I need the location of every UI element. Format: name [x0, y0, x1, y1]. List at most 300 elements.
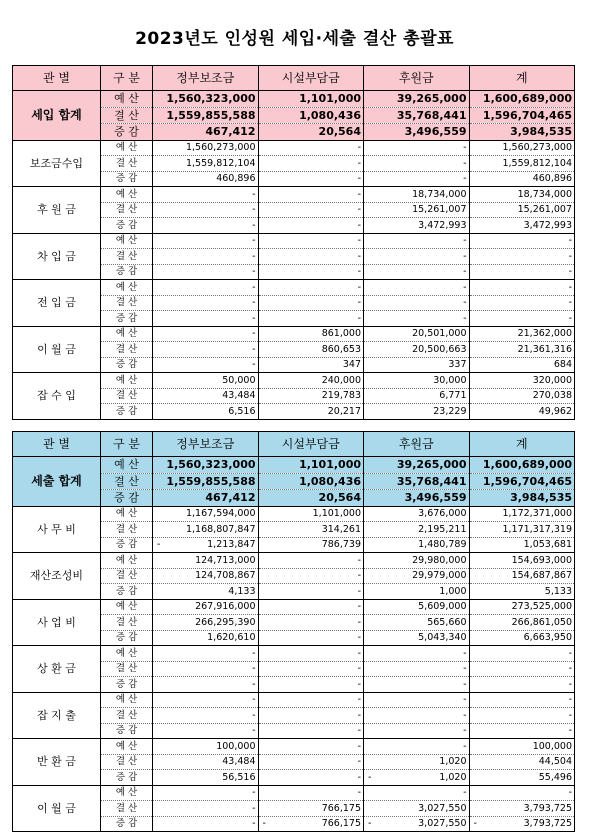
cell-value: -	[252, 818, 256, 830]
cell-gov-subsidy	[153, 295, 259, 311]
header-donation: 후원금	[364, 432, 470, 457]
table-row	[13, 692, 575, 708]
cell-value: -	[252, 802, 256, 814]
row-type-label: 증 감	[101, 124, 153, 141]
cell-gov-subsidy	[153, 171, 259, 187]
cell-value: 6,771	[439, 390, 467, 402]
row-type-label: 결 산	[101, 661, 153, 677]
cell-value: 3,472,993	[523, 219, 572, 231]
cell-value: -	[357, 740, 361, 752]
cell-sum	[469, 264, 575, 280]
cell-value: 3,027,550	[418, 802, 467, 814]
cell-donation	[364, 373, 470, 389]
cell-value: -	[357, 157, 361, 169]
row-type-label: 증 감	[101, 218, 153, 234]
cell-sum	[469, 615, 575, 631]
cell-value: 786,739	[321, 539, 361, 551]
cell-value: 1,559,855,588	[166, 474, 256, 488]
cell-value: 266,295,390	[195, 616, 256, 628]
row-type-label: 결 산	[101, 202, 153, 218]
row-type-label: 결 산	[101, 342, 153, 358]
cell-donation	[364, 553, 470, 569]
row-type-label: 예 산	[101, 91, 153, 108]
cell-value: -	[252, 343, 256, 355]
cell-donation	[364, 107, 470, 124]
row-type-label: 증 감	[101, 630, 153, 646]
cell-value: -	[357, 694, 361, 706]
cell-sum	[469, 646, 575, 662]
cell-value: 21,362,000	[517, 328, 572, 340]
cell-gov-subsidy	[153, 599, 259, 615]
cell-donation	[364, 661, 470, 677]
cell-value: 467,412	[205, 125, 256, 139]
cell-value: 766,175	[321, 818, 361, 830]
cell-sum	[469, 140, 575, 156]
cell-value: -	[357, 725, 361, 737]
cell-value: -	[463, 266, 467, 278]
cell-value: -	[568, 250, 572, 262]
cell-value: -	[357, 219, 361, 231]
cell-donation	[364, 584, 470, 600]
category-label: 차 입 금	[13, 233, 101, 280]
cell-value: 21,361,316	[517, 343, 572, 355]
cell-donation	[364, 677, 470, 693]
cell-value: -	[568, 297, 572, 309]
cell-donation	[364, 342, 470, 358]
cell-value: -	[357, 756, 361, 768]
cell-gov-subsidy	[153, 388, 259, 404]
cell-value: 1,167,594,000	[185, 508, 256, 520]
cell-value: 1,080,436	[299, 108, 361, 122]
cell-facility-fee	[258, 140, 364, 156]
cell-value: 44,504	[538, 756, 572, 768]
row-type-label: 예 산	[101, 187, 153, 203]
table-row	[13, 140, 575, 156]
cell-sum	[469, 801, 575, 817]
cell-donation	[364, 326, 470, 342]
cell-value: 29,979,000	[412, 570, 467, 582]
cell-gov-subsidy	[153, 723, 259, 739]
category-label: 반 환 금	[13, 739, 101, 786]
cell-gov-subsidy	[153, 202, 259, 218]
row-type-label: 증 감	[101, 677, 153, 693]
cell-donation	[364, 404, 470, 420]
cell-facility-fee	[258, 522, 364, 538]
cell-value: -	[463, 312, 467, 324]
row-type-label: 예 산	[101, 785, 153, 801]
cell-facility-fee	[258, 295, 364, 311]
cell-value: 270,038	[532, 390, 572, 402]
cell-donation	[364, 280, 470, 296]
cell-facility-fee	[258, 107, 364, 124]
cell-donation	[364, 388, 470, 404]
category-label: 이 월 금	[13, 326, 101, 373]
cell-value: 565,660	[427, 616, 467, 628]
cell-facility-fee	[258, 404, 364, 420]
cell-value: -	[357, 554, 361, 566]
cell-facility-fee	[258, 708, 364, 724]
category-label: 사 무 비	[13, 506, 101, 553]
cell-value: 684	[553, 359, 572, 371]
cell-value: 267,916,000	[195, 601, 256, 613]
cell-facility-fee	[258, 785, 364, 801]
cell-facility-fee	[258, 91, 364, 108]
cell-sum	[469, 187, 575, 203]
row-type-label: 예 산	[101, 280, 153, 296]
cell-value: -	[463, 678, 467, 690]
cell-value: -	[252, 204, 256, 216]
cell-facility-fee	[258, 280, 364, 296]
cell-value: 219,783	[321, 390, 361, 402]
cell-value: 6,663,950	[523, 632, 572, 644]
header-gov-subsidy: 정부보조금	[153, 66, 259, 91]
cell-facility-fee	[258, 311, 364, 327]
negative-sign: -	[473, 818, 477, 830]
cell-value: 43,484	[222, 390, 256, 402]
row-type-label: 증 감	[101, 537, 153, 553]
header-type: 구 분	[101, 66, 153, 91]
cell-gov-subsidy	[153, 661, 259, 677]
row-type-label: 예 산	[101, 646, 153, 662]
cell-value: 3,027,550	[418, 818, 467, 830]
cell-value: 1,560,323,000	[166, 92, 256, 106]
cell-donation	[364, 171, 470, 187]
cell-value: 1,480,789	[418, 539, 467, 551]
cell-value: -	[357, 266, 361, 278]
cell-value: 460,896	[216, 173, 256, 185]
cell-facility-fee	[258, 171, 364, 187]
cell-facility-fee	[258, 661, 364, 677]
table-header-row	[13, 66, 575, 91]
cell-value: 124,708,867	[195, 570, 256, 582]
cell-value: -	[463, 157, 467, 169]
cell-value: 3,472,993	[418, 219, 467, 231]
cell-value: -	[568, 235, 572, 247]
cell-value: -	[568, 266, 572, 278]
cell-facility-fee	[258, 326, 364, 342]
cell-facility-fee	[258, 599, 364, 615]
cell-value: 154,687,867	[511, 570, 572, 582]
cell-value: -	[463, 740, 467, 752]
cell-facility-fee	[258, 490, 364, 507]
cell-value: 15,261,007	[412, 204, 467, 216]
table-row	[13, 91, 575, 108]
cell-gov-subsidy	[153, 357, 259, 373]
cell-sum	[469, 661, 575, 677]
cell-value: 3,676,000	[418, 508, 467, 520]
row-type-label: 증 감	[101, 584, 153, 600]
cell-sum	[469, 373, 575, 389]
table-row	[13, 785, 575, 801]
cell-facility-fee	[258, 568, 364, 584]
cell-gov-subsidy	[153, 584, 259, 600]
cell-value: -	[252, 266, 256, 278]
cell-donation	[364, 457, 470, 474]
cell-value: -	[463, 250, 467, 262]
row-type-label: 증 감	[101, 404, 153, 420]
cell-value: 100,000	[532, 740, 572, 752]
cell-sum	[469, 568, 575, 584]
cell-value: 1,080,436	[299, 474, 361, 488]
cell-value: 1,620,610	[207, 632, 256, 644]
cell-value: 30,000	[433, 374, 467, 386]
cell-value: 20,501,000	[412, 328, 467, 340]
cell-donation	[364, 522, 470, 538]
cell-value: 1,559,812,104	[185, 157, 256, 169]
row-type-label: 결 산	[101, 249, 153, 265]
income-summary-table	[12, 65, 575, 420]
table-row	[13, 280, 575, 296]
cell-value: 1,168,807,847	[185, 523, 256, 535]
cell-donation	[364, 490, 470, 507]
cell-value: 347	[342, 359, 361, 371]
cell-value: -	[463, 725, 467, 737]
category-label: 상 환 금	[13, 646, 101, 693]
row-type-label: 증 감	[101, 171, 153, 187]
cell-sum	[469, 785, 575, 801]
cell-donation	[364, 473, 470, 490]
row-type-label: 증 감	[101, 816, 153, 832]
cell-gov-subsidy	[153, 708, 259, 724]
cell-value: -	[463, 173, 467, 185]
cell-gov-subsidy	[153, 522, 259, 538]
row-type-label: 예 산	[101, 140, 153, 156]
cell-value: -	[357, 281, 361, 293]
cell-facility-fee	[258, 770, 364, 786]
table-row	[13, 187, 575, 203]
cell-gov-subsidy	[153, 692, 259, 708]
cell-sum	[469, 723, 575, 739]
category-label: 재산조성비	[13, 553, 101, 600]
cell-facility-fee	[258, 473, 364, 490]
cell-facility-fee	[258, 457, 364, 474]
cell-sum	[469, 357, 575, 373]
cell-value: -	[252, 297, 256, 309]
cell-sum	[469, 91, 575, 108]
cell-donation	[364, 785, 470, 801]
cell-value: 18,734,000	[517, 188, 572, 200]
cell-donation	[364, 816, 470, 832]
cell-sum	[469, 522, 575, 538]
negative-sign: -	[368, 771, 372, 783]
cell-value: 39,265,000	[396, 458, 467, 472]
cell-donation	[364, 537, 470, 553]
cell-gov-subsidy	[153, 156, 259, 172]
cell-value: 100,000	[216, 740, 256, 752]
header-gov-subsidy: 정부보조금	[153, 432, 259, 457]
cell-value: 1,596,704,465	[482, 474, 572, 488]
cell-value: 35,768,441	[396, 108, 467, 122]
cell-donation	[364, 91, 470, 108]
cell-value: -	[357, 142, 361, 154]
cell-gov-subsidy	[153, 140, 259, 156]
header-category: 관 별	[13, 66, 101, 91]
cell-donation	[364, 630, 470, 646]
cell-facility-fee	[258, 754, 364, 770]
header-category: 관 별	[13, 432, 101, 457]
cell-gov-subsidy	[153, 373, 259, 389]
row-type-label: 예 산	[101, 326, 153, 342]
cell-donation	[364, 739, 470, 755]
cell-facility-fee	[258, 506, 364, 522]
cell-value: 3,793,725	[523, 802, 572, 814]
cell-value: 18,734,000	[412, 188, 467, 200]
cell-value: -	[357, 647, 361, 659]
table-row	[13, 233, 575, 249]
row-type-label: 증 감	[101, 264, 153, 280]
header-type: 구 분	[101, 432, 153, 457]
cell-value: 460,896	[532, 173, 572, 185]
cell-sum	[469, 249, 575, 265]
cell-facility-fee	[258, 537, 364, 553]
cell-value: -	[357, 570, 361, 582]
cell-value: 320,000	[532, 374, 572, 386]
cell-facility-fee	[258, 692, 364, 708]
cell-gov-subsidy	[153, 801, 259, 817]
cell-value: 860,653	[321, 343, 361, 355]
cell-value: 55,496	[538, 771, 572, 783]
cell-value: -	[357, 632, 361, 644]
cell-gov-subsidy	[153, 754, 259, 770]
table-row	[13, 506, 575, 522]
cell-donation	[364, 568, 470, 584]
cell-value: 3,984,535	[510, 491, 572, 505]
cell-value: -	[252, 328, 256, 340]
cell-donation	[364, 754, 470, 770]
cell-facility-fee	[258, 630, 364, 646]
cell-value: 39,265,000	[396, 92, 467, 106]
cell-value: 1,596,704,465	[482, 108, 572, 122]
cell-sum	[469, 692, 575, 708]
expense-summary-table	[12, 431, 575, 832]
negative-sign: -	[368, 818, 372, 830]
cell-gov-subsidy	[153, 326, 259, 342]
cell-value: -	[357, 235, 361, 247]
cell-facility-fee	[258, 187, 364, 203]
cell-value: -	[463, 663, 467, 675]
row-type-label: 결 산	[101, 107, 153, 124]
cell-donation	[364, 708, 470, 724]
table-row	[13, 326, 575, 342]
cell-value: 1,172,371,000	[502, 508, 572, 520]
cell-value: 1,213,847	[207, 539, 256, 551]
cell-value: -	[463, 281, 467, 293]
cell-gov-subsidy	[153, 457, 259, 474]
table-row	[13, 739, 575, 755]
category-label: 전 입 금	[13, 280, 101, 327]
cell-facility-fee	[258, 357, 364, 373]
cell-gov-subsidy	[153, 187, 259, 203]
cell-value: -	[357, 771, 361, 783]
cell-sum	[469, 233, 575, 249]
row-type-label: 결 산	[101, 801, 153, 817]
header-sum: 계	[469, 432, 575, 457]
category-label: 세입 합계	[13, 91, 101, 141]
cell-gov-subsidy	[153, 568, 259, 584]
cell-value: 1,101,000	[299, 458, 361, 472]
cell-value: -	[357, 204, 361, 216]
cell-value: 1,559,855,588	[166, 108, 256, 122]
cell-sum	[469, 326, 575, 342]
cell-value: 3,984,535	[510, 125, 572, 139]
cell-value: 43,484	[222, 756, 256, 768]
cell-sum	[469, 677, 575, 693]
cell-gov-subsidy	[153, 311, 259, 327]
category-label: 보조금수입	[13, 140, 101, 187]
cell-gov-subsidy	[153, 91, 259, 108]
cell-donation	[364, 646, 470, 662]
cell-value: -	[568, 281, 572, 293]
cell-value: 1,020	[439, 756, 467, 768]
cell-sum	[469, 171, 575, 187]
cell-value: -	[252, 188, 256, 200]
cell-sum	[469, 537, 575, 553]
cell-donation	[364, 692, 470, 708]
cell-sum	[469, 295, 575, 311]
cell-value: -	[357, 173, 361, 185]
header-sum: 계	[469, 66, 575, 91]
row-type-label: 결 산	[101, 708, 153, 724]
cell-gov-subsidy	[153, 646, 259, 662]
cell-value: -	[252, 250, 256, 262]
cell-facility-fee	[258, 723, 364, 739]
cell-donation	[364, 295, 470, 311]
row-type-label: 예 산	[101, 233, 153, 249]
row-type-label: 예 산	[101, 373, 153, 389]
cell-value: 1,600,689,000	[482, 92, 572, 106]
cell-gov-subsidy	[153, 473, 259, 490]
cell-value: 1,101,000	[312, 508, 361, 520]
cell-value: -	[252, 678, 256, 690]
cell-sum	[469, 490, 575, 507]
cell-value: -	[357, 663, 361, 675]
category-label: 이 월 금	[13, 785, 101, 832]
cell-value: 15,261,007	[517, 204, 572, 216]
cell-gov-subsidy	[153, 218, 259, 234]
cell-value: 1,560,273,000	[502, 142, 572, 154]
cell-value: 1,020	[439, 771, 467, 783]
cell-gov-subsidy	[153, 124, 259, 141]
cell-sum	[469, 553, 575, 569]
cell-gov-subsidy	[153, 615, 259, 631]
row-type-label: 결 산	[101, 568, 153, 584]
cell-value: 20,500,663	[412, 343, 467, 355]
cell-value: 1,559,812,104	[502, 157, 572, 169]
cell-value: -	[357, 312, 361, 324]
header-facility-fee: 시설부담금	[258, 432, 364, 457]
cell-value: 50,000	[222, 374, 256, 386]
cell-value: -	[463, 709, 467, 721]
cell-value: 766,175	[321, 802, 361, 814]
cell-value: 5,133	[544, 585, 572, 597]
header-donation: 후원금	[364, 66, 470, 91]
row-type-label: 예 산	[101, 692, 153, 708]
cell-facility-fee	[258, 646, 364, 662]
category-label: 후 원 금	[13, 187, 101, 234]
cell-value: 1,053,681	[523, 539, 572, 551]
cell-value: 1,000	[439, 585, 467, 597]
cell-value: 2,195,211	[418, 523, 467, 535]
cell-gov-subsidy	[153, 739, 259, 755]
table-row	[13, 553, 575, 569]
cell-facility-fee	[258, 816, 364, 832]
cell-gov-subsidy	[153, 264, 259, 280]
cell-value: -	[568, 647, 572, 659]
cell-facility-fee	[258, 264, 364, 280]
cell-value: -	[568, 678, 572, 690]
cell-gov-subsidy	[153, 770, 259, 786]
cell-facility-fee	[258, 553, 364, 569]
